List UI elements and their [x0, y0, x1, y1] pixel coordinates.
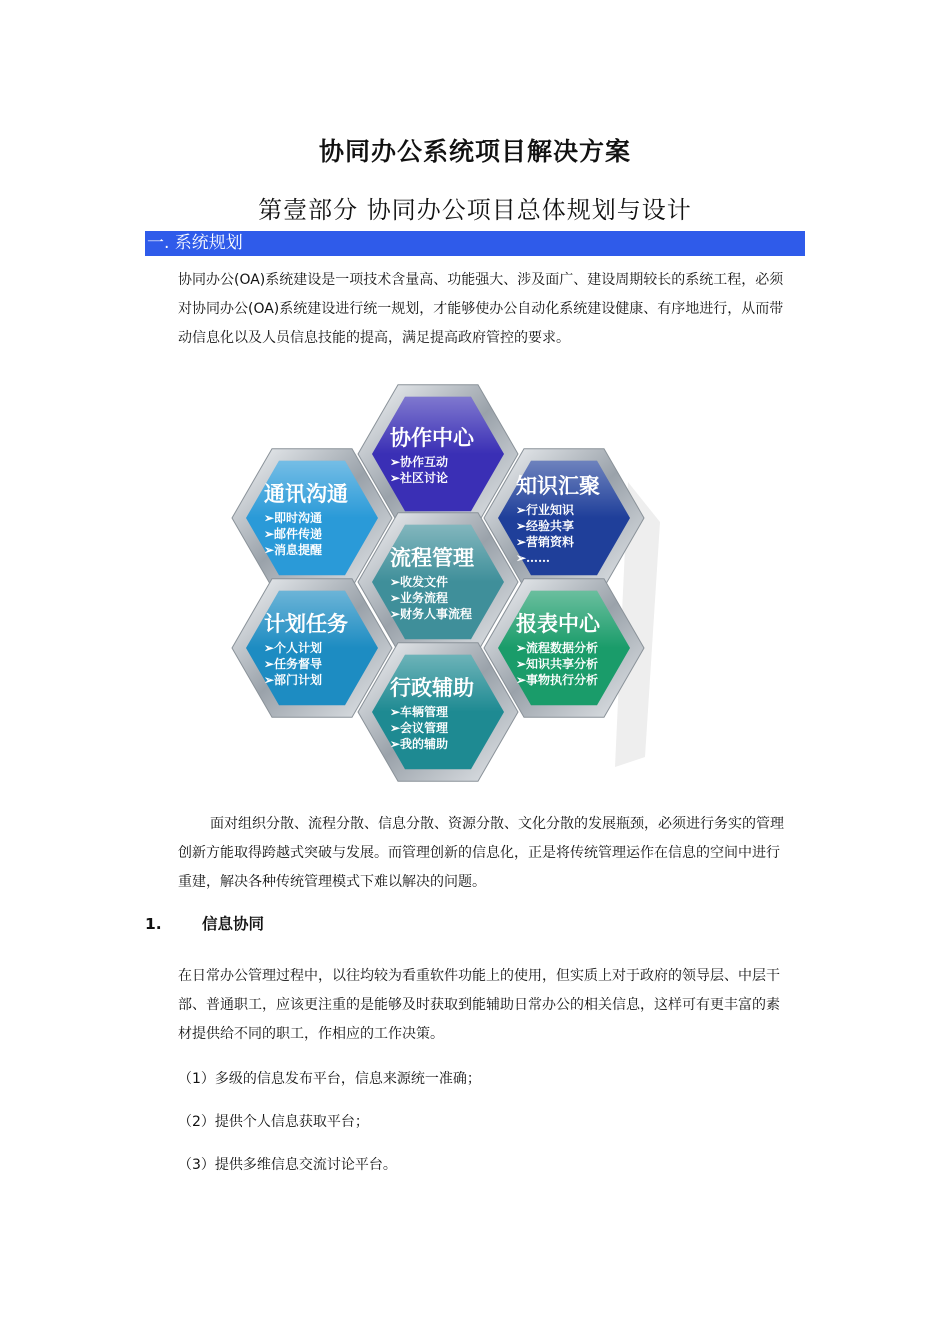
text-line: 重建，解决各种传统管理模式下难以解决的问题。: [178, 874, 486, 890]
subsection-heading: [145, 912, 264, 934]
subsection-title: 信息协同: [202, 915, 265, 933]
hexagon-item: ➢知识共享分析: [516, 657, 599, 671]
list-item: （2）提供个人信息获取平台；: [178, 1114, 369, 1130]
hexagon-item: ➢社区讨论: [390, 471, 449, 485]
hexagon-title: 流程管理: [390, 545, 474, 570]
text-line: 对协同办公(OA)系统建设进行统一规划，才能够使办公自动化系统建设健康、有序地进行，从而带: [178, 301, 784, 317]
hexagon-item: ➢收发文件: [390, 575, 449, 589]
list-item: （1）多级的信息发布平台，信息来源统一准确；: [178, 1071, 481, 1087]
hexagon-title: 协作中心: [390, 425, 474, 450]
hexagon-title: 计划任务: [264, 611, 348, 636]
hexagon-item: ➢财务人事流程: [390, 607, 473, 621]
text-line: 材提供给不同的职工，作相应的工作决策。: [178, 1026, 444, 1042]
hexagon-item: ➢部门计划: [264, 673, 323, 687]
text-line: 动信息化以及人员信息技能的提高，满足提高政府管控的要求。: [178, 330, 570, 346]
hexagon-title: 行政辅助: [390, 675, 474, 700]
hexagon-item: ➢车辆管理: [390, 705, 449, 719]
text-line: 面对组织分散、流程分散、信息分散、资源分散、文化分散的发展瓶颈，必须进行务实的管理: [210, 816, 784, 832]
text-line: 在日常办公管理过程中，以往均较为看重软件功能上的使用，但实质上对于政府的领导层、中层干: [178, 968, 780, 984]
hexagon-title: 报表中心: [516, 611, 600, 636]
text-line: 部、普通职工，应该更注重的是能够及时获取到能辅助日常办公的相关信息，这样可有更丰富的素: [178, 997, 780, 1013]
hexagon-item: ➢……: [516, 551, 551, 565]
text-line: 创新方能取得跨越式突破与发展。而管理创新的信息化，正是将传统管理运作在信息的空间中进行: [178, 845, 780, 861]
hexagon-item: ➢经验共享: [516, 519, 575, 533]
info-collab-paragraph: [178, 962, 808, 1049]
section-heading-bar: 一. 系统规划: [145, 231, 805, 256]
hexagon-item: ➢邮件传递: [264, 527, 323, 541]
hexagon-item: ➢事物执行分析: [516, 673, 599, 687]
hexagon-item: ➢任务督导: [264, 657, 323, 671]
hexagon-title: 通讯沟通: [264, 481, 348, 506]
hexagon-item: ➢行业知识: [516, 503, 575, 517]
hexagon-title: 知识汇聚: [516, 473, 600, 498]
hexagon-item: ➢业务流程: [390, 591, 449, 605]
hexagon-item: ➢协作互动: [390, 455, 449, 469]
hexagon-item: ➢个人计划: [264, 641, 323, 655]
hexagon-item: ➢会议管理: [390, 721, 449, 735]
subsection-number: 1.: [145, 915, 162, 933]
document-title: 协同办公系统项目解决方案: [318, 137, 631, 166]
list-item: （3）提供多维信息交流讨论平台。: [178, 1157, 397, 1173]
analysis-paragraph: [178, 810, 808, 897]
hexagon-item: ➢即时沟通: [264, 511, 323, 525]
hexagon-item: ➢消息提醒: [264, 543, 323, 557]
oa-module-hexagon-diagram: [220, 372, 670, 792]
intro-paragraph: [178, 266, 808, 353]
hexagon-item: ➢我的辅助: [390, 737, 449, 751]
text-line: 协同办公(OA)系统建设是一项技术含量高、功能强大、涉及面广、建设周期较长的系统工程，必须: [178, 272, 784, 288]
part-title: 第壹部分 协同办公项目总体规划与设计: [258, 196, 692, 224]
hexagon-item: ➢营销资料: [516, 535, 575, 549]
hexagon-item: ➢流程数据分析: [516, 641, 599, 655]
